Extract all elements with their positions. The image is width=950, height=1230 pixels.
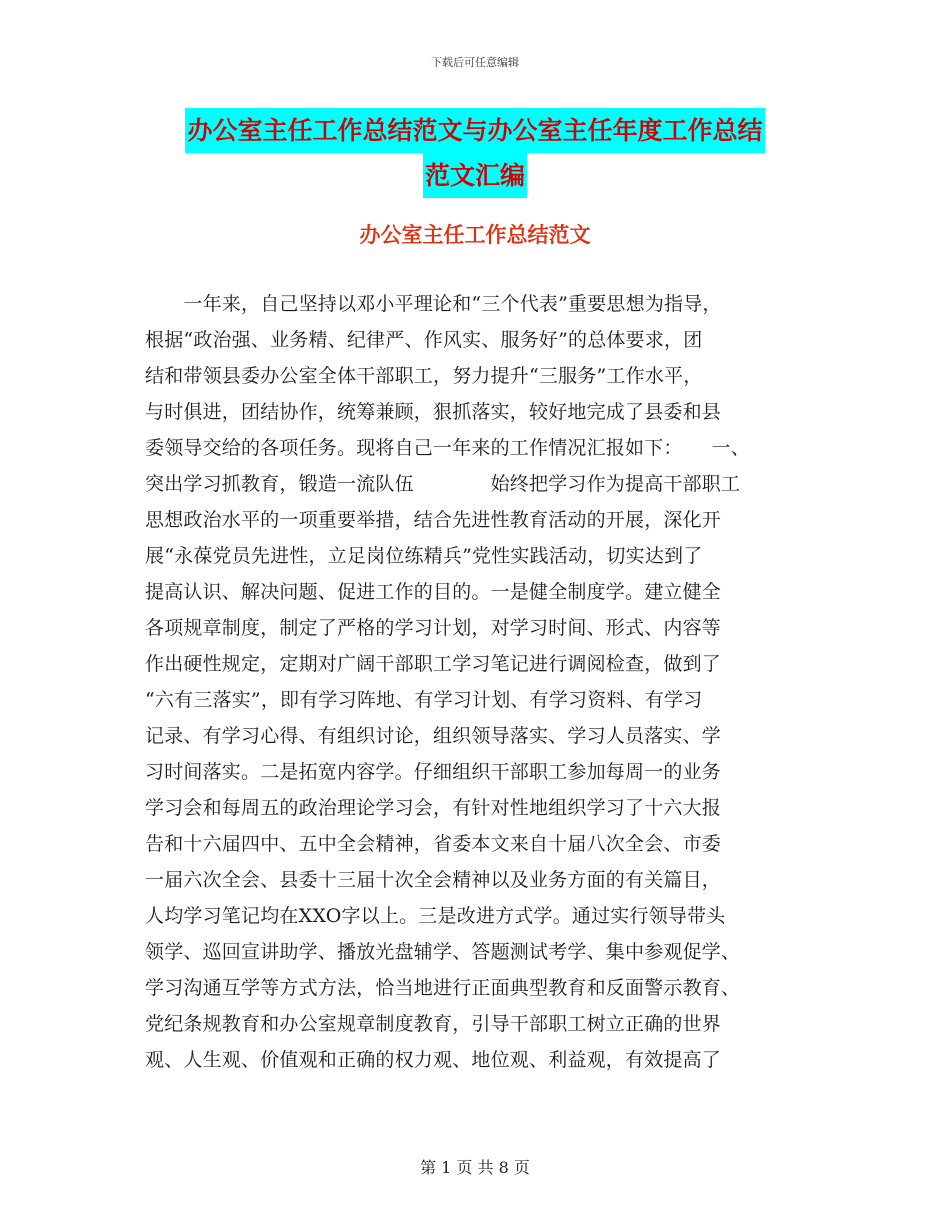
body-line: 结和带领县委办公室全体干部职工，努力提升“三服务”工作水平， xyxy=(145,365,703,387)
section-title: 办公室主任工作总结范文 xyxy=(359,223,591,247)
body-line: 根据“政治强、业务精、纪律严、作风实、服务好”的总体要求，团 xyxy=(145,329,703,351)
body-line: 习时间落实。二是拓宽内容学。仔细组织干部职工参加每周一的业务 xyxy=(145,761,722,783)
body-line: 人均学习笔记均在XXO字以上。三是改进方式学。通过实行领导带头 xyxy=(145,905,726,927)
body-line: 各项规章制度，制定了严格的学习计划，对学习时间、形式、内容等 xyxy=(145,617,722,639)
body-line: 学习会和每周五的政治理论学习会，有针对性地组织学习了十六大报 xyxy=(145,797,722,819)
body-line: 提高认识、解决问题、促进工作的目的。一是健全制度学。建立健全 xyxy=(145,581,722,603)
body-line: 作出硬性规定，定期对广阔干部职工学习笔记进行调阅检查，做到了 xyxy=(145,653,722,675)
header-note: 下载后可任意编辑 xyxy=(431,56,519,69)
body-text xyxy=(145,286,825,1078)
body-line: “六有三落实”，即有学习阵地、有学习计划、有学习资料、有学习 xyxy=(145,689,703,711)
body-line: 观、人生观、价值观和正确的权力观、地位观、利益观，有效提高了 xyxy=(145,1049,722,1071)
body-line: 展“永葆党员先进性，立足岗位练精兵”党性实践活动，切实达到了 xyxy=(145,545,703,567)
body-line: 领学、巡回宣讲助学、播放光盘辅学、答题测试考学、集中参观促学、 xyxy=(145,941,741,963)
body-line: 一届六次全会、县委十三届十次全会精神以及业务方面的有关篇目， xyxy=(145,869,722,891)
body-line: 记录、有学习心得、有组织讨论，组织领导落实、学习人员落实、学 xyxy=(145,725,722,747)
document-title-line-2: 范文汇编 xyxy=(423,153,527,198)
body-line: 突出学习抓教育，锻造一流队伍 始终把学习作为提高干部职工 xyxy=(145,473,741,495)
body-line: 告和十六届四中、五中全会精神，省委本文来自十届八次全会、市委 xyxy=(145,833,722,855)
body-line: 思想政治水平的一项重要举措，结合先进性教育活动的开展，深化开 xyxy=(145,509,722,531)
body-line: 党纪条规教育和办公室规章制度教育，引导干部职工树立正确的世界 xyxy=(145,1013,722,1035)
document-title xyxy=(0,108,950,198)
body-line: 一年来，自己坚持以邓小平理论和“三个代表”重要思想为指导， xyxy=(145,293,722,315)
body-line: 学习沟通互学等方式方法，恰当地进行正面典型教育和反面警示教育、 xyxy=(145,977,741,999)
body-line: 委领导交给的各项任务。现将自己一年来的工作情况汇报如下： 一、 xyxy=(145,437,750,459)
page-footer: 第 1 页 共 8 页 xyxy=(420,1158,530,1177)
document-title-line-1: 办公室主任工作总结范文与办公室主任年度工作总结 xyxy=(185,108,764,153)
body-line: 与时俱进，团结协作，统筹兼顾，狠抓落实，较好地完成了县委和县 xyxy=(145,401,722,423)
